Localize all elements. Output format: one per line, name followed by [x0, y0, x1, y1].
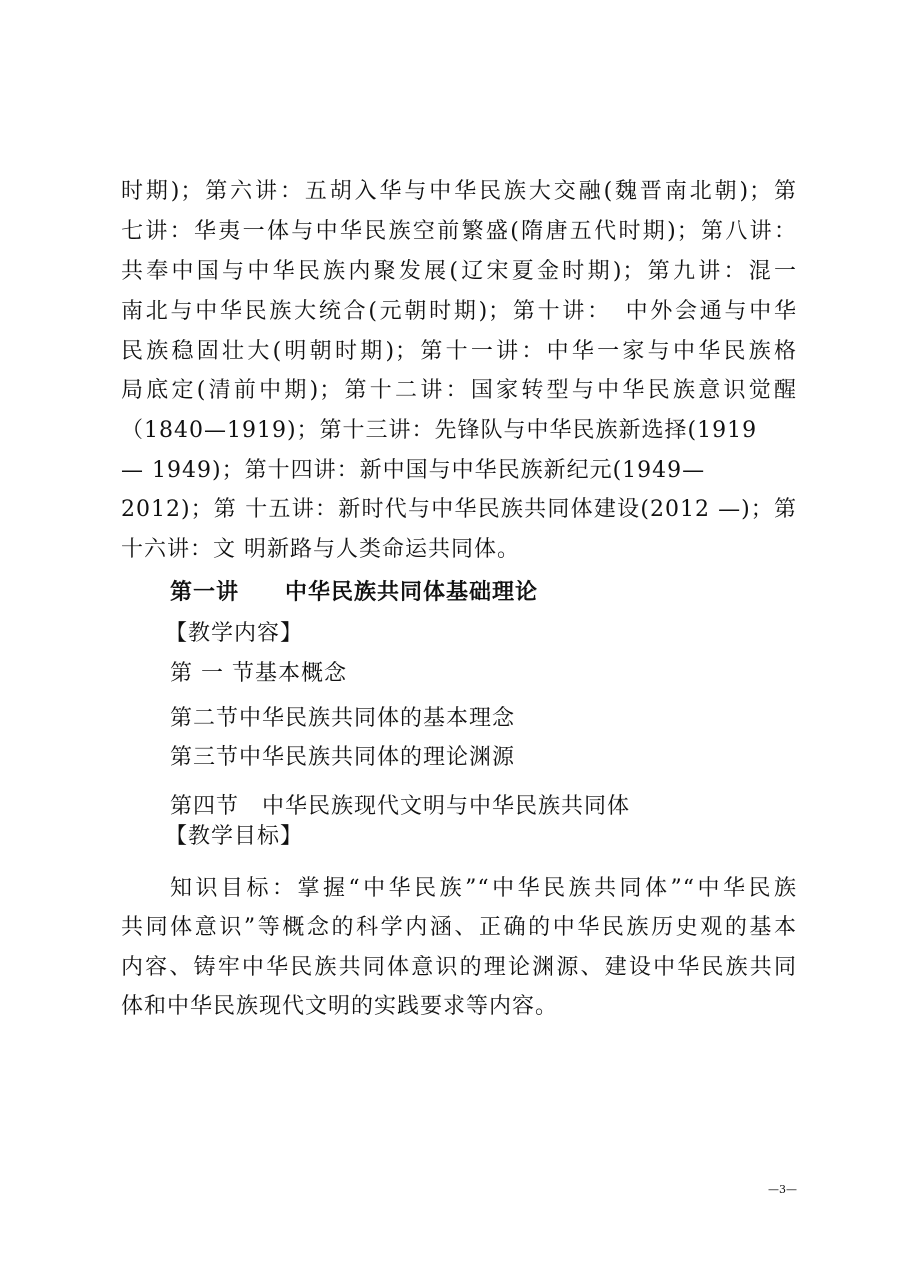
body-line-8: — 1949)；第十四讲：新中国与中华民族新纪元(1949— — [121, 458, 706, 483]
goal-line-1: 知识目标：掌握“中华民族”“中华民族共同体”“中华民族 — [170, 876, 797, 901]
body-line-1: 时期)；第六讲：五胡入华与中华民族大交融(魏晋南北朝)；第 — [121, 179, 797, 204]
body-line-3: 共奉中国与中华民族内聚发展(辽宋夏金时期)；第九讲：混一 — [121, 259, 797, 284]
body-line-9: 2012)；第 十五讲：新时代与中华民族共同体建设(2012 —)；第 — [121, 497, 797, 522]
body-line-2: 七讲：华夷一体与中华民族空前繁盛(隋唐五代时期)；第八讲： — [121, 219, 797, 244]
body-line-4: 南北与中华民族大统合(元朝时期)；第十讲： 中外会通与中华 — [121, 299, 797, 324]
body-line-6: 局底定(清前中期)；第十二讲：国家转型与中华民族意识觉醒 — [121, 378, 797, 403]
goal-line-3: 内容、铸牢中华民族共同体意识的理论渊源、建设中华民族共同 — [121, 955, 797, 980]
goal-heading: 【教学目标】 — [165, 824, 304, 849]
lecture-title: 第一讲 中华民族共同体基础理论 — [170, 580, 539, 605]
body-line-7: （1840—1919)；第十三讲：先锋队与中华民族新选择(1919 — [121, 418, 758, 443]
body-line-5: 民族稳固壮大(明朝时期)；第十一讲：中华一家与中华民族格 — [121, 339, 797, 364]
goal-line-2: 共同体意识”等概念的科学内涵、正确的中华民族历史观的基本 — [121, 915, 797, 940]
section-item-3: 第三节中华民族共同体的理论渊源 — [170, 745, 516, 770]
body-line-10: 十六讲：文 明新路与人类命运共同体。 — [121, 537, 520, 562]
goal-line-4: 体和中华民族现代文明的实践要求等内容。 — [121, 994, 559, 1019]
section-item-2: 第二节中华民族共同体的基本理念 — [170, 706, 516, 731]
section-item-1: 第 一 节基本概念 — [170, 661, 347, 686]
content-heading: 【教学内容】 — [165, 621, 304, 646]
section-item-4: 第四节 中华民族现代文明与中华民族共同体 — [170, 794, 631, 819]
page-number: —3— — [768, 1183, 797, 1196]
